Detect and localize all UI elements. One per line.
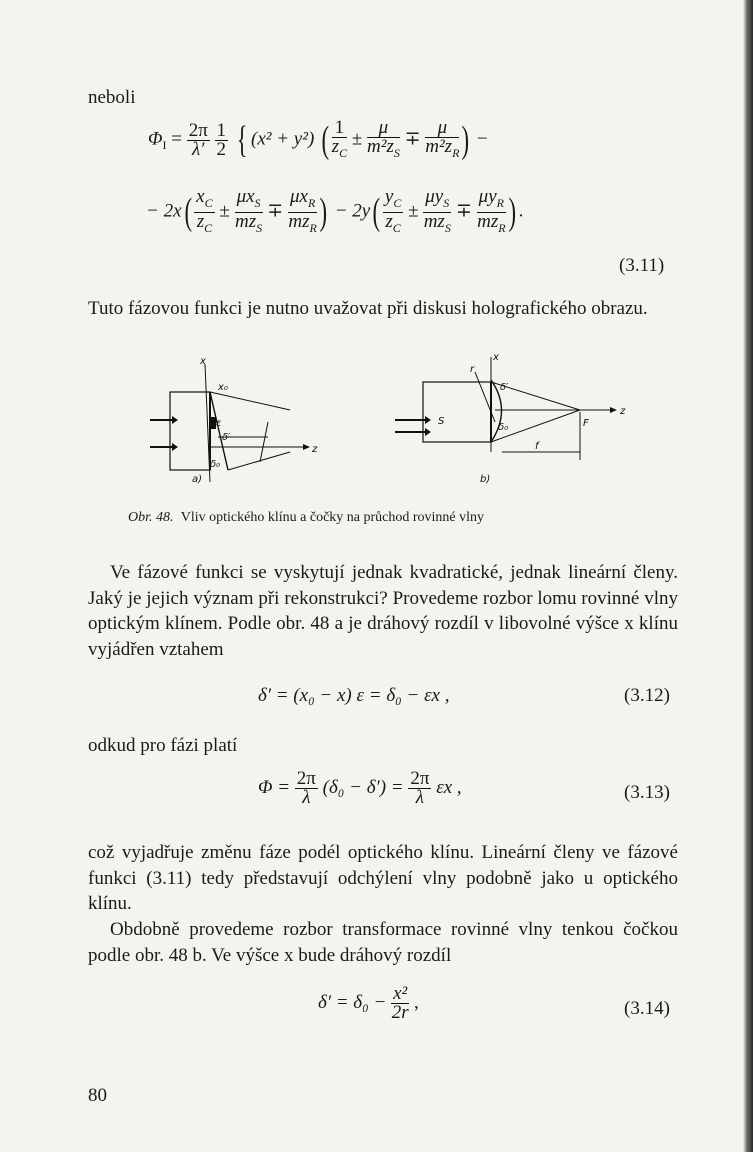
eq311-fraction-half: $\frac{1}{2}$ — [216, 119, 227, 160]
eq311-fraction-2: $\frac{\mu}{m^2z_S}$ — [367, 116, 400, 160]
eq314-tail: , — [413, 991, 419, 1013]
paragraph-2: Ve fázové funkci se vyskytují jednak kvadratické, jednak lineární členy. Jaký je jejich význam při rekonstrukci? Provedeme rozbor lomu rovinné vlny optickým klínem. Podle obr. 48 a je dráhový rozdíl v libovolné výšce x klínu vyjádřen vztahem — [88, 562, 678, 660]
eq311-trail: − — [476, 128, 488, 150]
eq311-mp-2: ∓ — [267, 200, 284, 222]
intro-word: neboli — [88, 87, 136, 108]
eq311-paren-open: ( — [321, 119, 330, 161]
eq311-xy: (x² + y²) — [251, 128, 315, 150]
eq311-lhs: Φ — [148, 128, 163, 150]
eq311-fraction-3: $\frac{\mu}{m^2z_R}$ — [425, 116, 460, 160]
eq313-fraction-1: $\frac{2\pi}{\lambda}$ — [296, 768, 316, 808]
eq311-lead: − 2x — [146, 200, 182, 222]
equation-3-13 — [258, 770, 462, 807]
eq314-fraction: $\frac{\text{x²}}{2r}$ — [391, 983, 409, 1023]
eq311-fraction-k: $\frac{2\pi}{\lambda'}$ — [188, 119, 208, 160]
equation-number-3-12: (3.12) — [624, 685, 670, 706]
eq311-lhs-sub: I — [162, 138, 167, 153]
equation-number-3-11: (3.11) — [619, 255, 665, 276]
svg-text:f: f — [535, 441, 539, 452]
eq311-fraction-e: $\frac{\mu y_S}{mz_S}$ — [423, 186, 451, 235]
svg-text:a): a) — [192, 474, 203, 485]
svg-text:S: S — [438, 416, 445, 427]
eq311-mp-3: ∓ — [456, 200, 472, 222]
equation-3-11-line-1: $\Phi_I$ = $\frac{2\pi}{\lambda'}$ $\frac{1}{2}$ { (x² + y²) ( $\frac{1}{z_C}$ ± $\frac{\mu}{m^2z_S}$ ∓ $\frac{\mu}{m^2z_R}$ ) − — [148, 116, 488, 161]
eq311-fraction-f: $\frac{\mu y_R}{mz_R}$ — [477, 186, 506, 235]
page-edge-shadow — [743, 0, 753, 1152]
eq311-fraction-a: $\frac{x_C}{z_C}$ — [196, 186, 213, 235]
paragraph-3: odkud pro fázi platí — [88, 735, 238, 756]
paragraph-4: což vyjadřuje změnu fáze podél optického klínu. Lineární členy ve fázové funkci (3.11) tedy představují odchýlení vlny podobně jako u optického klínu. — [88, 842, 678, 914]
eq311-brace-open: { — [236, 119, 248, 161]
paragraph-1: Tuto fázovou funkci je nutno uvažovat při diskusi holografického obrazu. — [88, 298, 648, 319]
svg-text:x: x — [493, 352, 499, 363]
caption-text: Vliv optického klínu a čočky na průchod rovinné vlny — [180, 510, 485, 525]
svg-text:δ′: δ′ — [500, 382, 509, 393]
svg-text:δ′: δ′ — [222, 432, 231, 443]
eq311-paren-close: ) — [461, 119, 470, 161]
eq314-lhs: δ′ = δ₀ − — [318, 991, 387, 1013]
svg-text:F: F — [583, 418, 589, 429]
eq311-fraction-1: $\frac{1}{z_C}$ — [331, 116, 348, 160]
equation-number-3-14: (3.14) — [624, 998, 670, 1019]
figure-48a — [150, 356, 318, 485]
eq311-end: . — [518, 200, 524, 222]
svg-text:b): b) — [480, 474, 491, 485]
figure-caption — [128, 510, 484, 526]
eq313-fraction-2: $\frac{2\pi}{\lambda}$ — [410, 768, 430, 808]
eq311-pm: ± — [351, 128, 363, 150]
eq311-pm-3: ± — [408, 200, 419, 222]
eq313-tail: εx , — [436, 776, 462, 798]
eq311-fraction-b: $\frac{\mu x_S}{mz_S}$ — [234, 186, 263, 235]
svg-text:z: z — [312, 444, 318, 455]
eq313-lhs: Φ = — [258, 776, 291, 798]
eq311-pm-2: ± — [219, 200, 230, 222]
caption-label: Obr. 48. — [128, 510, 174, 525]
svg-text:δ₀: δ₀ — [498, 422, 509, 433]
eq313-mid: (δ₀ − δ′) = — [322, 776, 404, 798]
svg-text:x₀: x₀ — [218, 382, 228, 393]
eq311-fraction-c: $\frac{\mu x_R}{mz_R}$ — [288, 186, 317, 235]
svg-text:r: r — [470, 364, 475, 375]
page-number: 80 — [88, 1085, 107, 1106]
svg-text:δ₀: δ₀ — [210, 459, 221, 470]
equation-3-12: δ′ = (x₀ − x) ε = δ₀ − εx , — [258, 685, 450, 706]
paragraph-5: Obdobně provedeme rozbor transformace rovinné vlny tenkou čočkou podle obr. 48 b. Ve výšce x bude dráhový rozdíl — [88, 919, 678, 966]
svg-text:z: z — [620, 406, 626, 417]
equation-3-14 — [318, 985, 419, 1022]
eq311-mp: ∓ — [404, 128, 421, 150]
eq311-fraction-d: $\frac{y_C}{z_C}$ — [384, 186, 402, 235]
eq311-mid: − 2y — [334, 200, 371, 222]
svg-text:x: x — [200, 356, 206, 367]
equation-3-11-line-2: − 2x( $\frac{x_C}{z_C}$ ± $\frac{\mu x_S}{mz_S}$ ∓ $\frac{\mu x_R}{mz_R}$ ) − 2y( $\frac{y_C}{z_C}$ ± $\frac{\mu y_S}{mz_S}$ ∓ $\frac{\mu y_R}{mz_R}$ ) . — [146, 186, 524, 235]
equation-number-3-13: (3.13) — [624, 782, 670, 803]
figure-48b — [395, 352, 626, 485]
svg-text:ε: ε — [216, 418, 222, 429]
figure-48 — [140, 352, 640, 502]
